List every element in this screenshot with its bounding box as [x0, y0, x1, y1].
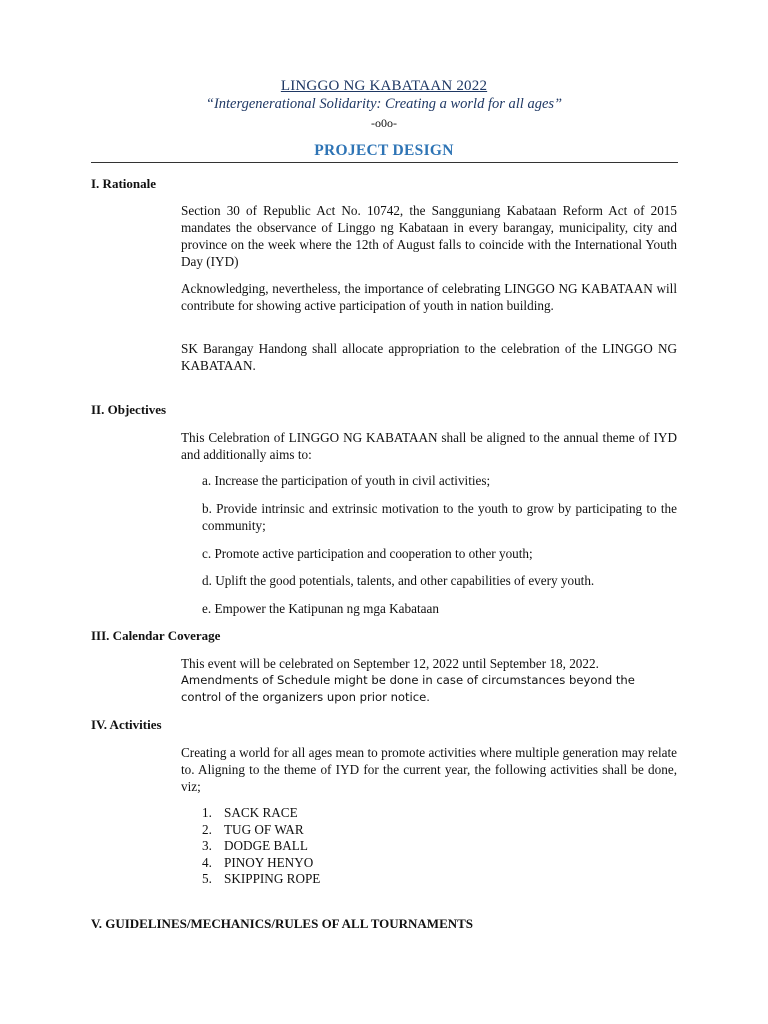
activity-item [202, 805, 502, 822]
activity-item [202, 838, 502, 855]
activity-label: DODGE BALL [224, 838, 308, 854]
document-title: LINGGO NG KABATAAN 2022 [280, 78, 488, 94]
document-subtitle: “Intergenerational Solidarity: Creating a world for all ages” [205, 96, 563, 112]
rationale-paragraph-3: SK Barangay Handong shall allocate appropriation to the celebration of the LINGGO NG KABATAAN. [181, 341, 677, 373]
calendar-line-1: This event will be celebrated on September 12, 2022 until September 18, 2022. [181, 656, 599, 671]
objectives-intro: This Celebration of LINGGO NG KABATAAN shall be aligned to the annual theme of IYD and additionally aims to: [181, 430, 677, 462]
activity-label: TUG OF WAR [224, 821, 304, 837]
rationale-heading: I. Rationale [91, 176, 156, 191]
rationale-paragraph-1: Section 30 of Republic Act No. 10742, the Sangguniang Kabataan Reform Act of 2015 mandates the observance of Linggo ng Kabataan in every barangay, municipality, city and province on the week where the 12th of August falls to coincide with the International Youth Day (IYD) [181, 203, 677, 269]
activity-number: 4. [202, 854, 212, 870]
guidelines-heading: V. GUIDELINES/MECHANICS/RULES OF ALL TOURNAMENTS [91, 916, 474, 931]
rationale-paragraph-2: Acknowledging, nevertheless, the importance of celebrating LINGGO NG KABATAAN will contribute for showing active participation of youth in nation building. [181, 281, 677, 313]
calendar-heading: III. Calendar Coverage [91, 628, 221, 643]
objective-item-c: c. Promote active participation and cooperation to other youth; [202, 546, 533, 561]
activity-item [202, 822, 502, 839]
objective-item-b: b. Provide intrinsic and extrinsic motivation to the youth to grow by participating to the community; [202, 501, 677, 533]
activity-label: SACK RACE [224, 805, 298, 820]
objective-item-d: d. Uplift the good potentials, talents, and other capabilities of every youth. [202, 573, 595, 588]
activity-item [202, 855, 502, 872]
activities-intro: Creating a world for all ages mean to promote activities where multiple generation may relate to. Aligning to the theme of IYD for the current year, the following activities shall be done, viz; [181, 745, 677, 794]
activity-label: PINOY HENYO [224, 854, 314, 870]
heading-rule [91, 162, 678, 163]
activity-item [202, 871, 502, 888]
objectives-heading: II. Objectives [91, 402, 167, 417]
project-design-heading: PROJECT DESIGN [314, 142, 454, 159]
activity-number: 3. [202, 838, 212, 854]
activity-number: 5. [202, 871, 212, 887]
activity-label: SKIPPING ROPE [224, 871, 321, 887]
objective-item-a: a. Increase the participation of youth in civil activities; [202, 473, 491, 488]
activity-number: 2. [202, 821, 212, 837]
objective-item-e: e. Empower the Katipunan ng mga Kabataan [202, 601, 439, 616]
activity-number: 1. [202, 805, 212, 820]
separator-mark: -o0o- [371, 116, 397, 130]
calendar-line-2: Amendments of Schedule might be done in case of circumstances beyond the control of the organizers upon prior notice. [181, 673, 635, 704]
activities-heading: IV. Activities [91, 717, 162, 732]
